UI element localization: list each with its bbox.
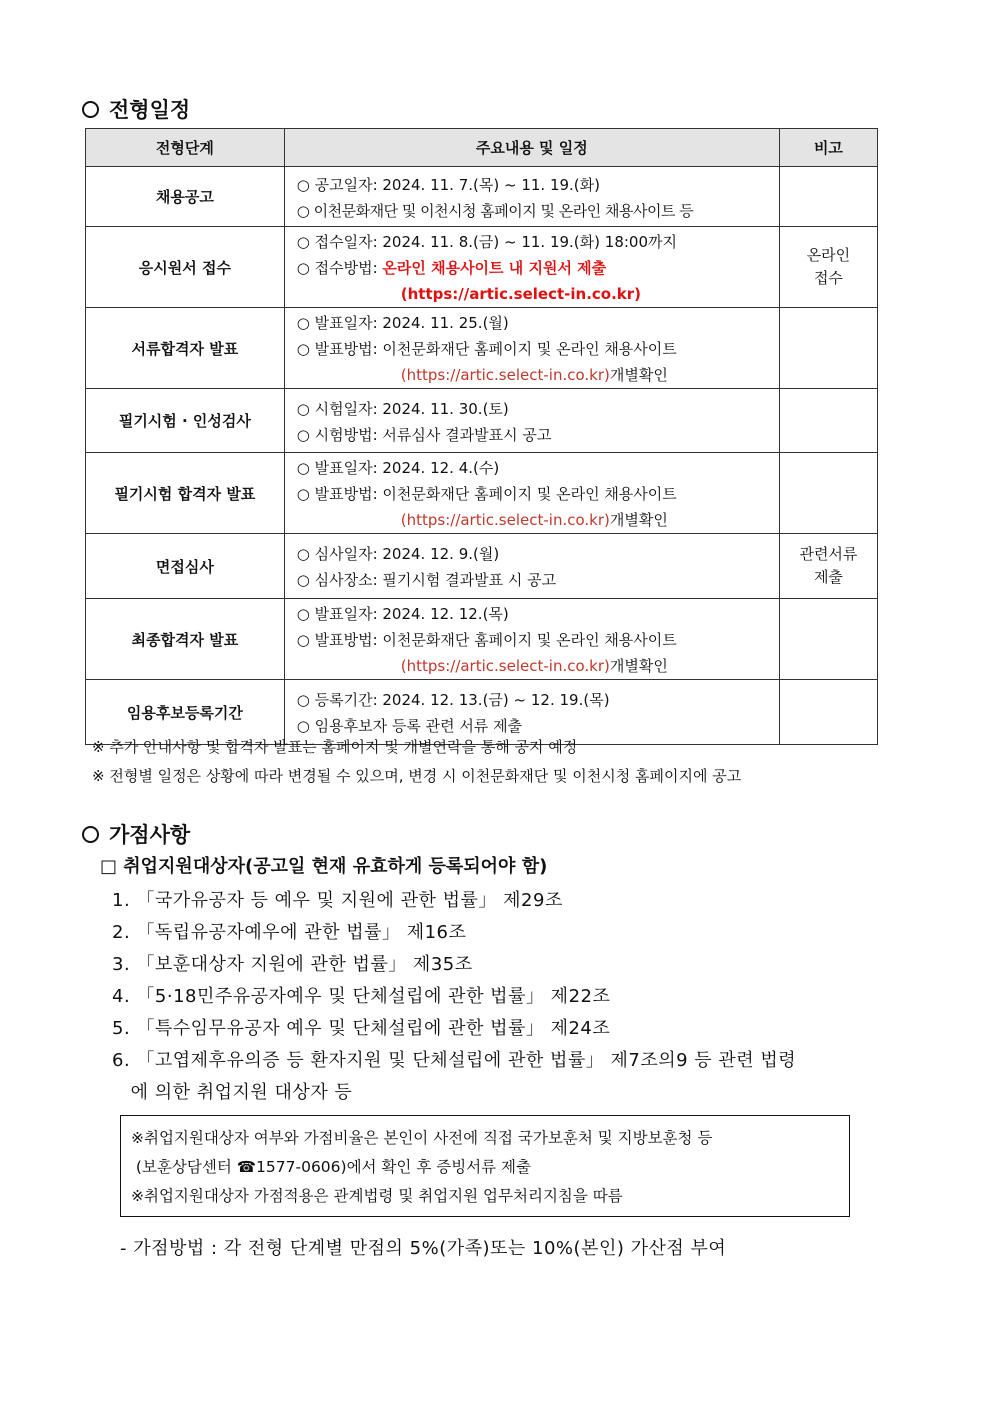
content-line: ○ 심사장소: 필기시험 결과발표 시 공고 — [296, 571, 557, 589]
note-cell — [779, 167, 877, 227]
content-cell — [284, 453, 779, 534]
table-row — [86, 389, 878, 453]
note-cell — [779, 389, 877, 453]
note-cell: 온라인 접수 — [779, 227, 877, 308]
content-line: ○ 발표방법: 이천문화재단 홈페이지 및 온라인 채용사이트 — [296, 631, 677, 649]
stage-cell: 필기시험 합격자 발표 — [86, 453, 285, 534]
highlight-url: (https://artic.select-in.co.kr) — [400, 285, 642, 303]
content-line: ○ 임용후보자 등록 관련 서류 제출 — [296, 717, 523, 735]
url-link[interactable]: (https://artic.select-in.co.kr) — [400, 511, 610, 529]
stage-cell: 응시원서 접수 — [86, 227, 285, 308]
table-row — [86, 680, 878, 745]
content-cell — [284, 680, 779, 745]
link-suffix: 개별확인 — [609, 511, 668, 529]
content-line: ○ 공고일자: 2024. 11. 7.(목) ~ 11. 19.(화) — [296, 175, 601, 194]
link-suffix: 개별확인 — [609, 657, 668, 675]
url-link[interactable]: (https://artic.select-in.co.kr) — [400, 657, 610, 675]
content-line: ○ 시험방법: 서류심사 결과발표시 공고 — [296, 425, 552, 444]
content-cell — [284, 534, 779, 599]
section-title-schedule — [82, 94, 190, 124]
law-item: 6. 「고엽제후유의증 등 환자지원 및 단체설립에 관한 법률」 제7조의9 등 관련 법령 — [112, 1050, 797, 1071]
section-title-text: 가점사항 — [109, 823, 191, 847]
stage-cell: 임용후보등록기간 — [86, 680, 285, 745]
bonus-method: - 가점방법 : 각 전형 단계별 만점의 5%(가족)또는 10%(본인) 가산점 부여 — [120, 1238, 727, 1259]
footnote: ※ 추가 안내사항 및 합격자 발표는 홈페이지 및 개별연락을 통해 공지 예정 — [92, 738, 578, 756]
stage-cell: 필기시험 · 인성검사 — [86, 389, 285, 453]
content-line: ○ 발표방법: 이천문화재단 홈페이지 및 온라인 채용사이트 — [296, 340, 677, 358]
table-row — [86, 167, 878, 227]
stage-cell: 서류합격자 발표 — [86, 308, 285, 389]
header-content: 주요내용 및 일정 — [284, 129, 779, 167]
content-line: ○ 등록기간: 2024. 12. 13.(금) ~ 12. 19.(목) — [296, 691, 610, 709]
law-item: 1. 「국가유공자 등 예우 및 지원에 관한 법률」 제29조 — [112, 890, 563, 911]
section-title-bonus — [82, 819, 190, 849]
stage-cell: 채용공고 — [86, 167, 285, 227]
notice-line: (보훈상담센터 ☎1577-0606)에서 확인 후 증빙서류 제출 — [131, 1158, 531, 1176]
highlight-text: 온라인 채용사이트 내 지원서 제출 — [382, 259, 607, 277]
content-line — [297, 362, 773, 388]
content-line: ○ 시험일자: 2024. 11. 30.(토) — [296, 399, 509, 418]
notice-line: ※취업지원대상자 가점적용은 관계법령 및 취업지원 업무처리지침을 따름 — [131, 1187, 623, 1205]
link-suffix: 개별확인 — [609, 366, 668, 384]
content-line — [297, 507, 773, 533]
content-line: ○ 이천문화재단 및 이천시청 홈페이지 및 온라인 채용사이트 등 — [296, 201, 694, 220]
schedule-table — [85, 128, 878, 745]
law-item: 5. 「특수임무유공자 예우 및 단체설립에 관한 법률」 제24조 — [112, 1018, 611, 1039]
content-line: ○ 발표방법: 이천문화재단 홈페이지 및 온라인 채용사이트 — [296, 485, 677, 503]
content-cell — [284, 308, 779, 389]
content-line: ○ 발표일자: 2024. 12. 4.(수) — [296, 459, 500, 477]
notice-box — [120, 1115, 850, 1217]
table-row — [86, 227, 878, 308]
content-line: ○ 심사일자: 2024. 12. 9.(월) — [296, 545, 500, 563]
table-row — [86, 308, 878, 389]
circle-bullet-icon — [82, 101, 99, 118]
url-link[interactable]: (https://artic.select-in.co.kr) — [400, 366, 610, 384]
header-note: 비고 — [779, 129, 877, 167]
section-title-text: 전형일정 — [109, 98, 191, 122]
subheading: □ 취업지원대상자(공고일 현재 유효하게 등록되어야 함) — [100, 856, 548, 877]
content-line: ○ 접수일자: 2024. 11. 8.(금) ~ 11. 19.(화) 18:00까지 — [296, 233, 677, 251]
stage-cell: 면접심사 — [86, 534, 285, 599]
note-cell — [779, 308, 877, 389]
header-stage: 전형단계 — [86, 129, 285, 167]
law-item: 2. 「독립유공자예우에 관한 법률」 제16조 — [112, 922, 467, 943]
law-item: 3. 「보훈대상자 지원에 관한 법률」 제35조 — [112, 954, 473, 975]
note-cell — [779, 680, 877, 745]
footnote: ※ 전형별 일정은 상황에 따라 변경될 수 있으며, 변경 시 이천문화재단 및 이천시청 홈페이지에 공고 — [92, 767, 742, 785]
content-cell — [284, 167, 779, 227]
table-row — [86, 453, 878, 534]
content-line: ○ 발표일자: 2024. 12. 12.(목) — [296, 605, 509, 623]
table-header-row — [86, 129, 878, 167]
content-line — [297, 255, 773, 281]
content-cell — [284, 599, 779, 680]
law-item: 4. 「5·18민주유공자예우 및 단체설립에 관한 법률」 제22조 — [112, 986, 611, 1007]
content-cell — [284, 389, 779, 453]
note-cell: 관련서류 제출 — [779, 534, 877, 599]
content-line — [297, 653, 773, 679]
note-cell — [779, 453, 877, 534]
content-cell — [284, 227, 779, 308]
notice-line: ※취업지원대상자 여부와 가점비율은 본인이 사전에 직접 국가보훈처 및 지방보훈청 등 — [131, 1129, 713, 1147]
content-line: ○ 발표일자: 2024. 11. 25.(월) — [296, 314, 509, 332]
law-item-continued: 에 의한 취업지원 대상자 등 — [112, 1082, 353, 1103]
circle-bullet-icon — [82, 826, 99, 843]
content-prefix: ○ 접수방법: — [296, 259, 383, 277]
table-row — [86, 599, 878, 680]
table-row — [86, 534, 878, 599]
note-cell — [779, 599, 877, 680]
stage-cell: 최종합격자 발표 — [86, 599, 285, 680]
